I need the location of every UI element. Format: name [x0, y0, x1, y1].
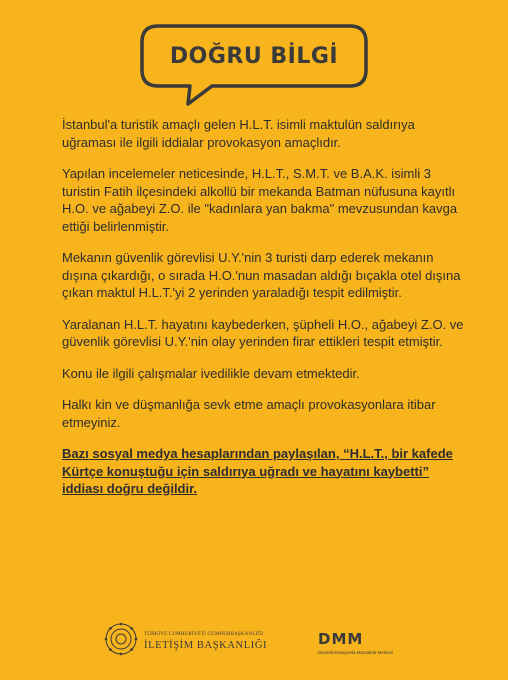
dmm-wordmark: DMM — [318, 630, 364, 648]
paragraph: Yapılan incelemeler neticesinde, H.L.T., S.M.T. ve B.A.K. isimli 3 turistin Fatih ilçesindeki alkollü bir mekanda Batman nüfusuna kayıtlı H.O. ve ağabeyi Z.O. ile "kadınlara yan bakma" mevzusundan kavga ettiği belirlenmiştir. — [62, 166, 458, 234]
ministry-caption: TÜRKİYE CUMHURİYETİ CUMHURBAŞKANLIĞI — [144, 632, 264, 637]
ministry-name: İLETİŞİM BAŞKANLIĞI — [144, 640, 268, 651]
dmm-caption: Dezenformasyonla Mücadele Merkezi — [318, 650, 394, 655]
footer-logos — [0, 618, 508, 668]
dmm-logo — [318, 630, 438, 660]
statement-body — [62, 116, 466, 512]
iletisim-baskanligi-logo — [104, 618, 304, 662]
paragraph: Konu ile ilgili çalışmalar ivedilikle devam etmektedir. — [62, 365, 360, 381]
paragraph: Mekanın güvenlik görevlisi U.Y.'nin 3 turisti darp ederek mekanın dışına çıkardığı, o sırada H.O.'nun masadan aldığı bıçakla otel dışına çıkan maktul H.L.T.'yi 2 yerinden yaraladığı tespit edilmiştir. — [62, 250, 461, 300]
page-title: DOĞRU BİLGİ — [169, 43, 339, 69]
paragraph: Yaralanan H.L.T. hayatını kaybederken, şüpheli H.O., ağabeyi Z.O. ve güvenlik görevlisi U.Y.'nin olay yerinden firar ettikleri tespit etmiştir. — [62, 316, 464, 349]
paragraph: Halkı kin ve düşmanlığa sevk etme amaçlı provokasyonlara itibar etmeyiniz. — [62, 397, 436, 430]
false-claim-statement: Bazı sosyal medya hesaplarından paylaşılan, “H.L.T., bir kafede Kürtçe konuştuğu için saldırıya uğradı ve hayatını kaybetti” iddiası doğru değildir. — [62, 446, 453, 496]
speech-bubble-header — [0, 0, 508, 110]
paragraph: İstanbul'a turistik amaçlı gelen H.L.T. isimli maktulün saldırıya uğraması ile ilgili iddialar provokasyon amaçlıdır. — [62, 117, 415, 150]
emblem-icon — [104, 622, 138, 656]
